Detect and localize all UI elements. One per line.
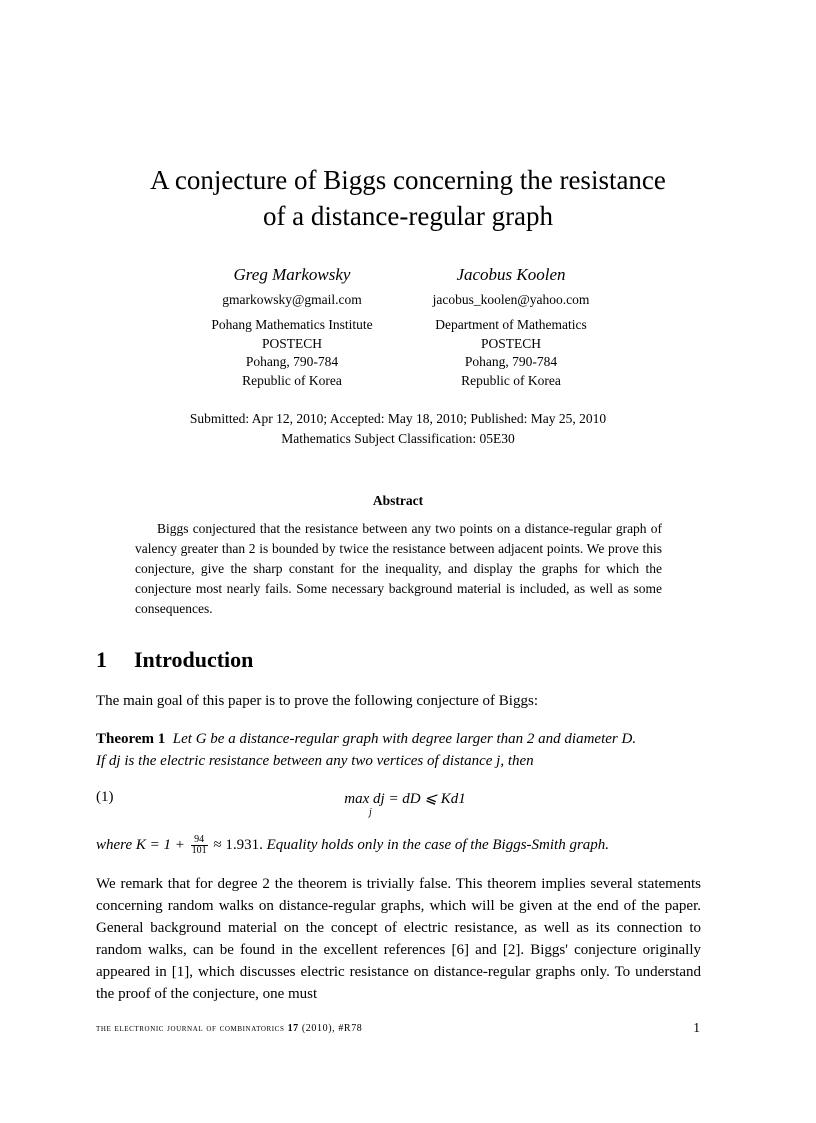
- journal-volume: 17: [287, 1023, 299, 1034]
- title-line-1: A conjecture of Biggs concerning the resistance: [150, 165, 666, 195]
- equation-number: (1): [96, 789, 114, 805]
- equation-after: [96, 834, 701, 856]
- intro-sentence: The main goal of this paper is to prove the following conjecture of Biggs:: [96, 693, 538, 709]
- author-email[interactable]: jacobus_koolen@yahoo.com: [432, 292, 590, 307]
- equation-subscript: j: [369, 807, 372, 818]
- author-affiliation-line: POSTECH: [480, 335, 541, 351]
- journal-name: the electronic journal of combinatorics: [96, 1023, 285, 1034]
- author-affiliation-line: Pohang, 790-784: [245, 354, 339, 369]
- title-line-2: of a distance-regular graph: [262, 201, 554, 231]
- author-block-2: [391, 264, 631, 390]
- fraction-numerator: 94: [191, 835, 208, 846]
- k-definition-prefix: where K = 1 +: [96, 837, 185, 853]
- author-affiliation-line: POSTECH: [261, 335, 322, 351]
- k-definition-suffix: ≈ 1.931.: [213, 837, 263, 853]
- section-title: Introduction: [134, 647, 254, 672]
- journal-year-ref: (2010), #R78: [301, 1023, 363, 1034]
- section-number: 1: [96, 647, 107, 672]
- author-affiliation-line: Republic of Korea: [242, 372, 342, 388]
- page-number: 1: [693, 1020, 700, 1035]
- author-affiliation-line: Pohang Mathematics Institute: [211, 317, 373, 332]
- theorem-text-b: If dj is the electric resistance between any two vertices of distance j, then: [96, 753, 534, 769]
- abstract-heading: Abstract: [372, 493, 424, 508]
- fraction-denominator: 101: [191, 845, 207, 857]
- section-heading: [96, 647, 253, 673]
- equation-formula: [330, 789, 480, 818]
- remark-paragraph: We remark that for degree 2 the theorem is trivially false. This theorem implies several statements concerning random walks on distance-regular graphs, which will be given at the end of the paper. General background material on the concept of electric resistance, as well as its connection to random walks, can be found in the excellent references [6] and [2]. Biggs' conjecture originally appeared in [1], which discusses electric resistance on distance-regular graphs only. To understand the proof of the conjecture, one must: [96, 876, 701, 1002]
- theorem-label: Theorem 1: [96, 731, 166, 747]
- author-affiliation-line: Department of Mathematics: [435, 317, 587, 332]
- theorem-text-a: Let G be a distance-regular graph with degree larger than 2 and diameter D.: [172, 731, 637, 747]
- subject-classification: Mathematics Subject Classification: 05E30: [281, 431, 515, 446]
- theorem-block: [96, 728, 701, 772]
- author-affiliation-line: Pohang, 790-784: [464, 354, 558, 369]
- equality-statement: Equality holds only in the case of the Biggs-Smith graph.: [266, 837, 610, 853]
- abstract-text: Biggs conjectured that the resistance between any two points on a distance-regular graph of valency greater than 2 is bounded by twice the resistance between adjacent points. We prove this conjecture, give the sharp constant for the inequality, and display the graphs for which the conjecture most nearly fails. Some necessary background material is included, as well as some consequences.: [135, 521, 662, 616]
- author-affiliation-line: Republic of Korea: [461, 372, 561, 388]
- fraction: [191, 835, 208, 856]
- author-name: Jacobus Koolen: [456, 265, 566, 284]
- publication-dates: Submitted: Apr 12, 2010; Accepted: May 18, 2010; Published: May 25, 2010: [189, 411, 607, 426]
- author-email[interactable]: gmarkowsky@gmail.com: [222, 292, 362, 307]
- author-name: Greg Markowsky: [233, 265, 351, 284]
- footer-journal: [96, 1023, 362, 1034]
- author-block-1: [172, 264, 412, 390]
- equation-main: max dj = dD ⩽ Kd1: [344, 791, 466, 807]
